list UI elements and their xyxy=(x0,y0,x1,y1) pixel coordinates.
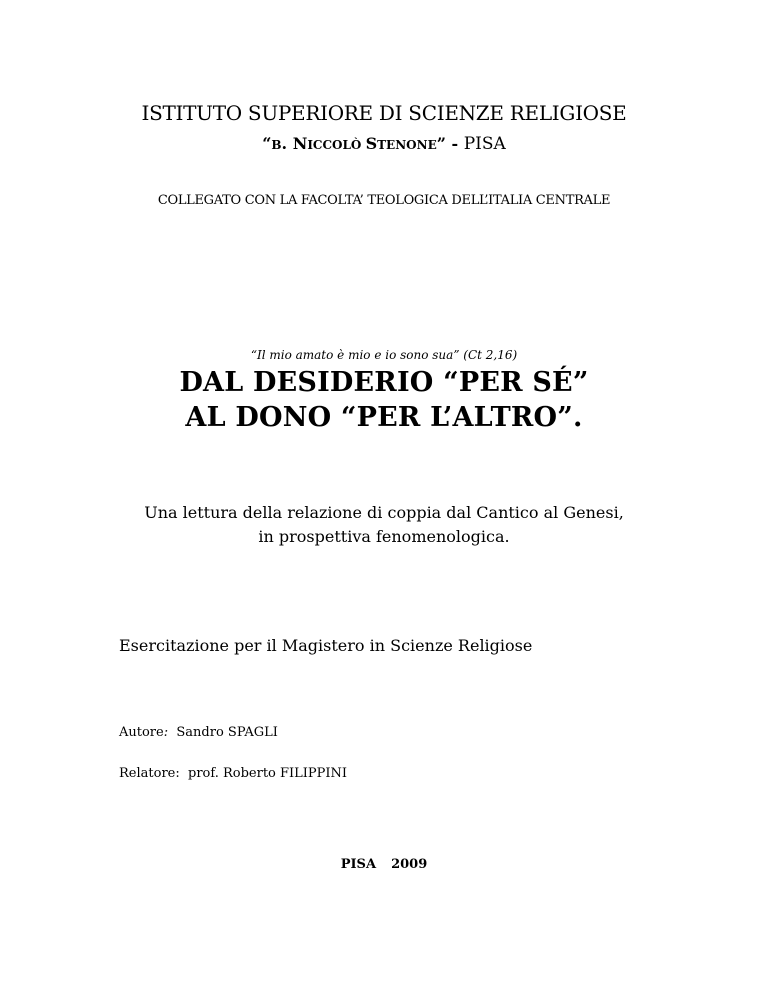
institute-name: ISTITUTO SUPERIORE DI SCIENZE RELIGIOSE xyxy=(141,101,627,125)
advisor-line xyxy=(119,766,347,781)
institute-subtitle xyxy=(0,133,768,154)
subtitle-open-quote: “ xyxy=(262,134,272,153)
affiliation: COLLEGATO CON LA FACOLTA’ TEOLOGICA DELL’ITALIA CENTRALE xyxy=(157,193,611,208)
epigraph: “Il mio amato è mio e io sono sua” (Ct 2,16) xyxy=(250,348,518,362)
subtitle-tenone: TENONE xyxy=(377,138,437,152)
subtitle-close: ” - xyxy=(436,134,464,153)
subtitle-b: B xyxy=(271,138,282,152)
advisor-name: prof. Roberto FILIPPINI xyxy=(188,766,348,781)
title-line-2: AL DONO “PER L’ALTRO”. xyxy=(185,402,583,433)
author-name: Sandro SPAGLI xyxy=(176,725,278,740)
title-line-1: DAL DESIDERIO “PER SÉ” xyxy=(179,367,589,398)
subtitle-city: PISA xyxy=(463,134,506,154)
subtitle-n: N xyxy=(292,134,308,153)
subtitle-line-2: in prospettiva fenomenologica. xyxy=(258,527,510,546)
place-year: PISA 2009 xyxy=(340,857,428,872)
subtitle-iccolo: ICCOLÒ xyxy=(307,138,366,152)
subtitle-dot: . xyxy=(281,134,293,153)
exercise-description: Esercitazione per il Magistero in Scienze Religiose xyxy=(119,636,533,655)
advisor-label: Relatore: xyxy=(119,766,180,781)
subtitle-line-1: Una lettura della relazione di coppia dal Cantico al Genesi, xyxy=(144,503,624,522)
author-label: Autore xyxy=(119,725,164,740)
author-line xyxy=(119,725,278,740)
author-colon: : xyxy=(163,725,169,740)
subtitle-s: S xyxy=(365,134,378,153)
